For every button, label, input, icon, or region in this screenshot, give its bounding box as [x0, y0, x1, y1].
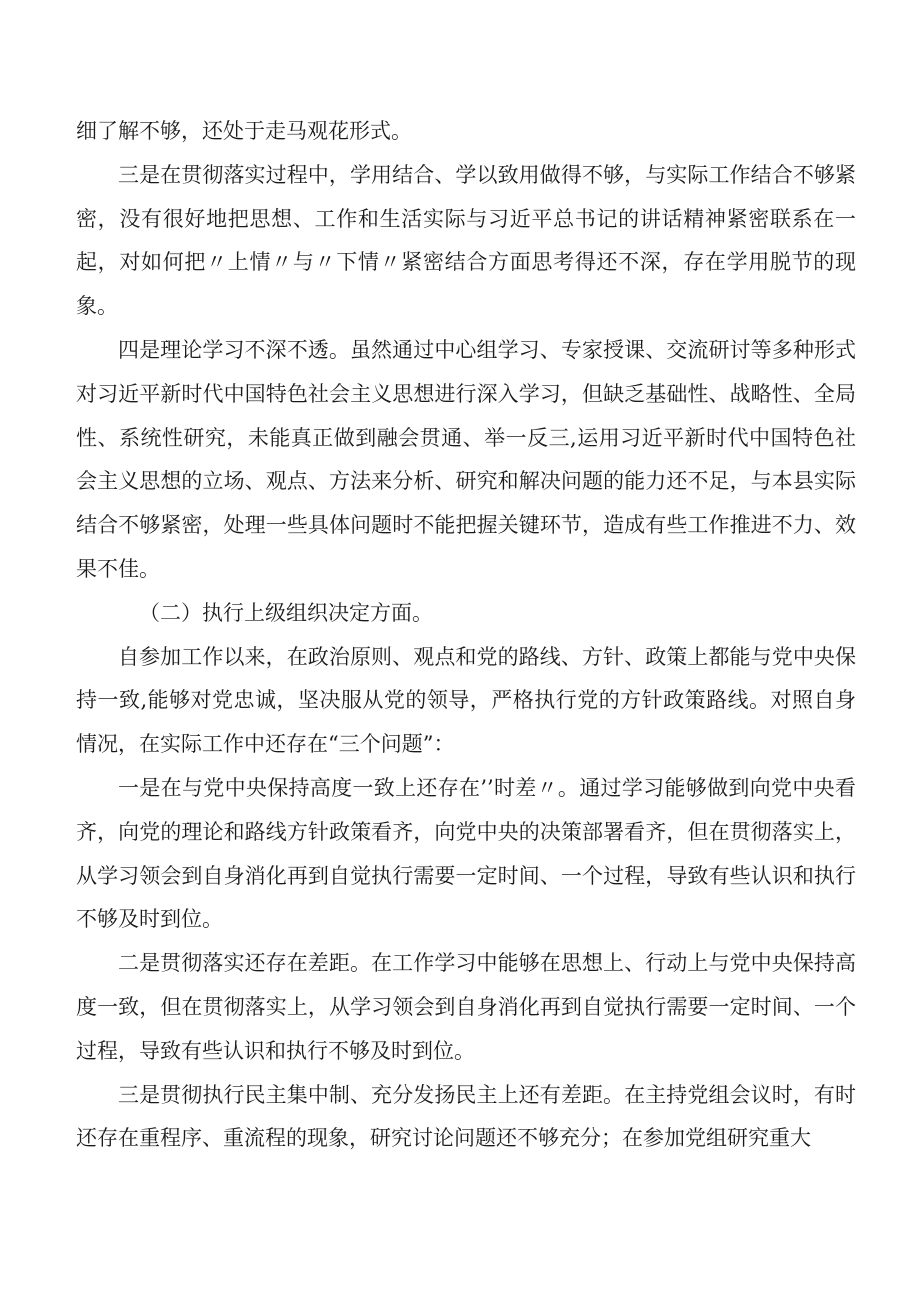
section-heading-two: （二）执行上级组织决定方面。 [139, 600, 433, 625]
paragraph-intro-execution: 自参加工作以来，在政治原则、观点和党的路线、方针、政策上都能与党中央保持一致,能够对党忠诚，坚决服从党的领导，严格执行党的方针政策路线。对照自身情况，在实际工作中还存在“三个问题”： [76, 644, 856, 757]
paragraph-point-four-theory: 四是理论学习不深不透。虽然通过中心组学习、专家授课、交流研讨等多种形式对习近平新时代中国特色社会主义思想进行深入学习，但缺乏基础性、战略性、全局性、系统性研究，未能真正做到融会贯通、举一反三,运用习近平新时代中国特色社会主义思想的立场、观点、方法来分析、研究和解决问题的能力还不足，与本县实际结合不够紧密，处理一些具体问题时不能把握关键环节，造成有些工作推进不力、效果不佳。 [76, 337, 856, 581]
document-body [76, 110, 856, 1161]
paragraph-continuation: 细了解不够，还处于走马观花形式。 [76, 119, 412, 143]
paragraph-point-three-study: 三是在贯彻落实过程中，学用结合、学以致用做得不够，与实际工作结合不够紧密，没有很好地把思想、工作和生活实际与习近平总书记的讲话精神紧密联系在一起，对如何把〃上情〃与〃下情〃紧密结合方面思考得还不深，存在学用脱节的现象。 [76, 162, 856, 319]
paragraph-point-one-time-lag: 一是在与党中央保持高度一致上还存在’’时差〃。通过学习能够做到向党中央看齐，向党的理论和路线方针政策看齐，向党中央的决策部署看齐，但在贯彻落实上，从学习领会到自身消化再到自觉执行需要一定时间、一个过程，导致有些认识和执行不够及时到位。 [76, 775, 856, 932]
paragraph-point-three-democracy: 三是贯彻执行民主集中制、充分发扬民主上还有差距。在主持党组会议时，有时还存在重程序、重流程的现象，研究讨论问题还不够充分；在参加党组研究重大 [76, 1082, 856, 1151]
paragraph-point-two-gap: 二是贯彻落实还存在差距。在工作学习中能够在思想上、行动上与党中央保持高度一致，但在贯彻落实上，从学习领会到自身消化再到自觉执行需要一定时间、一个过程，导致有些认识和执行不够及时到位。 [76, 951, 856, 1063]
